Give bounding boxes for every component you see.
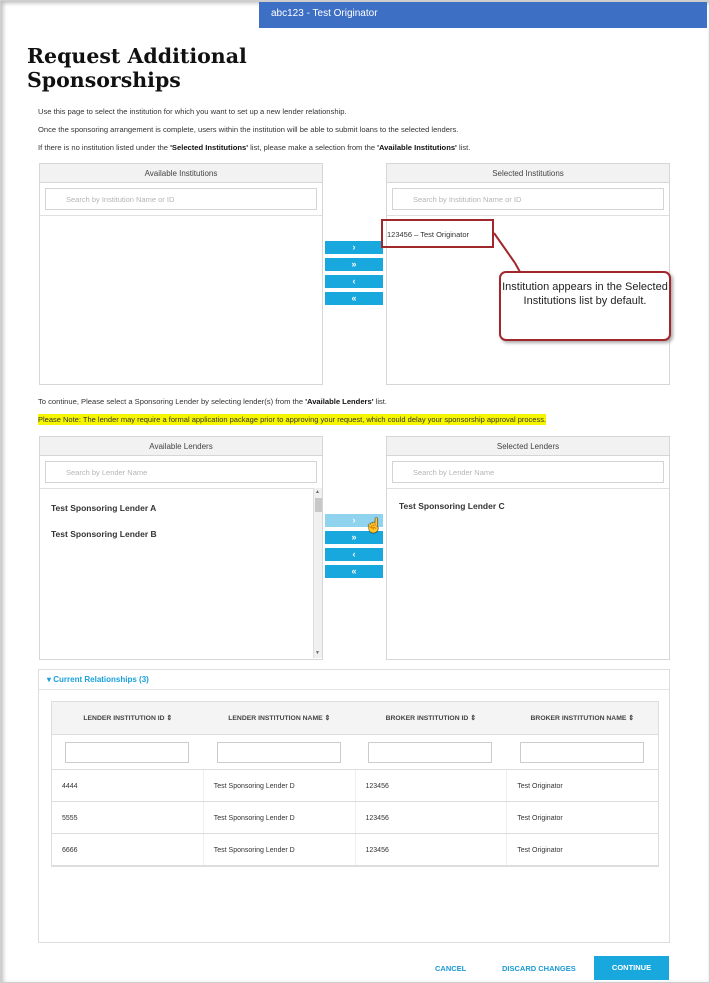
available-institutions-panel [39, 163, 323, 385]
col-broker-institution-name[interactable]: BROKER INSTITUTION NAME ⇕ [530, 715, 634, 722]
discard-changes-button[interactable]: DISCARD CHANGES [502, 964, 576, 973]
selected-lender-item[interactable]: Test Sponsoring Lender C [399, 501, 505, 511]
continue-button[interactable]: CONTINUE [594, 956, 669, 980]
lender-move-all-left-button[interactable]: « [325, 565, 383, 578]
available-lender-item[interactable]: Test Sponsoring Lender B [51, 529, 157, 539]
callout-bubble: Institution appears in the Selected Institutions list by default. [499, 271, 671, 341]
lender-note: Please Note: The lender may require a formal application package prior to approving your request, which could delay your sponsorship approval process. [38, 415, 547, 424]
lender-move-all-right-button[interactable]: » [325, 531, 383, 544]
move-all-right-button[interactable]: » [325, 258, 383, 271]
filter-broker-name-input[interactable] [520, 742, 644, 763]
selected-lenders-header: Selected Lenders [387, 437, 669, 456]
move-right-button[interactable]: › [325, 241, 383, 254]
lenders-intro: To continue, Please select a Sponsoring Lender by selecting lender(s) from the 'Available Lenders' list. [38, 397, 388, 406]
available-institutions-search[interactable]: Search by Institution Name or ID [45, 188, 317, 210]
cancel-button[interactable]: CANCEL [435, 964, 467, 973]
filter-lender-name-input[interactable] [217, 742, 341, 763]
scroll-up-icon[interactable]: ▲ [315, 489, 320, 495]
available-lender-item[interactable]: Test Sponsoring Lender A [51, 503, 157, 513]
selected-institution-item[interactable]: 123456 – Test Originator [387, 230, 469, 239]
available-institutions-header: Available Institutions [40, 164, 322, 183]
available-lenders-panel [39, 436, 323, 660]
caret-down-icon: ▾ [47, 675, 52, 684]
scroll-thumb[interactable] [315, 498, 322, 512]
table-row[interactable]: 5555 Test Sponsoring Lender D 123456 Test Originator [52, 802, 658, 834]
col-broker-institution-id[interactable]: BROKER INSTITUTION ID ⇕ [385, 715, 476, 722]
available-lenders-search[interactable]: Search by Lender Name [45, 461, 317, 483]
callout-highlight-box [381, 219, 494, 248]
hand-cursor-icon: ☝ [365, 517, 383, 533]
move-left-button[interactable]: ‹ [325, 275, 383, 288]
scroll-down-icon[interactable]: ▼ [315, 650, 320, 656]
current-relationships-toggle[interactable]: ▾ Current Relationships (3) [39, 670, 669, 690]
intro-line-1: Use this page to select the institution for which you want to set up a new lender relationship. [38, 107, 347, 116]
selected-lenders-panel [386, 436, 670, 660]
table-filter-row [52, 735, 658, 770]
intro-line-2: Once the sponsoring arrangement is complete, users within the institution will be able to submit loans to the selected lenders. [38, 125, 459, 134]
filter-broker-id-input[interactable] [368, 742, 492, 763]
filter-lender-id-input[interactable] [65, 742, 189, 763]
lenders-scrollbar[interactable] [313, 488, 322, 658]
move-all-left-button[interactable]: « [325, 292, 383, 305]
table-row[interactable]: 6666 Test Sponsoring Lender D 123456 Test Originator [52, 834, 658, 866]
window-title: abc123 - Test Originator [271, 8, 378, 19]
intro-line-3: If there is no institution listed under the 'Selected Institutions' list, please make a selection from the 'Available Institutions' list. [38, 143, 471, 152]
available-lenders-header: Available Lenders [40, 437, 322, 456]
col-lender-institution-id[interactable]: LENDER INSTITUTION ID ⇕ [83, 715, 173, 722]
current-relationships-section [38, 669, 670, 943]
lender-move-right-button[interactable]: › [325, 514, 383, 527]
table-row[interactable]: 4444 Test Sponsoring Lender D 123456 Test Originator [52, 770, 658, 802]
selected-institutions-search[interactable]: Search by Institution Name or ID [392, 188, 664, 210]
col-lender-institution-name[interactable]: LENDER INSTITUTION NAME ⇕ [228, 715, 331, 722]
relationships-table [51, 701, 659, 867]
selected-institutions-header: Selected Institutions [387, 164, 669, 183]
window-title-bar [259, 2, 707, 28]
page-title: Request Additional Sponsorships [27, 44, 247, 92]
selected-lenders-search[interactable]: Search by Lender Name [392, 461, 664, 483]
table-header-row [52, 702, 658, 735]
lender-move-left-button[interactable]: ‹ [325, 548, 383, 561]
